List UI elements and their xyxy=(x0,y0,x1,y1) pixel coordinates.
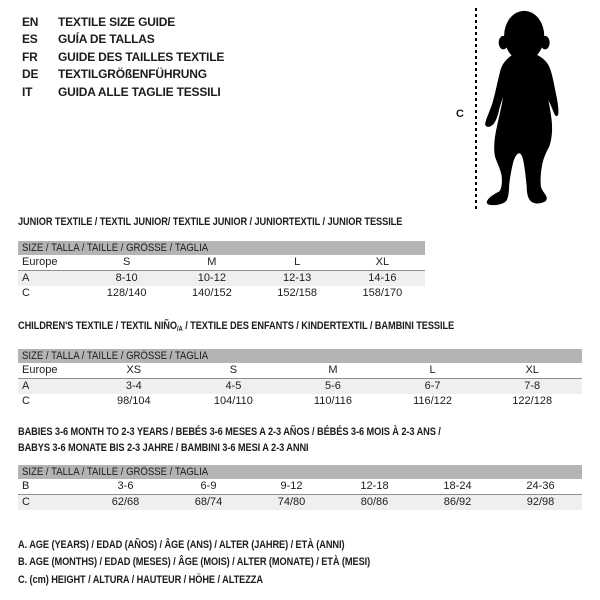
table-cell: 116/122 xyxy=(413,395,453,407)
table-cell: 12-18 xyxy=(333,479,416,495)
title-line-2: BABYS 3-6 MONATE BIS 2-3 JAHRE / BAMBINI 3-6 MESI A 2-3 ANNI xyxy=(18,441,309,454)
table-cell: L xyxy=(255,255,340,271)
table-cell: XS xyxy=(84,363,184,379)
title-line-1: BABIES 3-6 MONTH TO 2-3 YEARS / BEBÉS 3-6 MESES A 2-3 AÑOS / BÉBÉS 3-6 MOIS À 2-3 ANS / xyxy=(18,426,441,438)
language-label: GUIDA ALLE TAGLIE TESSILI xyxy=(58,84,221,99)
table-cell: 3-6 xyxy=(84,479,167,495)
size-table xyxy=(18,255,425,301)
table-cell: 14-16 xyxy=(368,272,397,284)
size-section-children xyxy=(18,320,582,409)
footnote-a: A. AGE (YEARS) / EDAD (AÑOS) / ÂGE (ANS) / ALTER (JAHRE) / ETÀ (ANNI) xyxy=(18,539,345,551)
language-label: GUÍA DE TALLAS xyxy=(58,32,155,47)
language-code: ES xyxy=(22,32,38,47)
language-code: DE xyxy=(22,67,39,82)
table-cell: 110/116 xyxy=(313,395,353,407)
size-table xyxy=(18,363,582,409)
row-label: A xyxy=(22,272,30,284)
language-item xyxy=(22,48,224,66)
language-item xyxy=(22,66,224,84)
language-label: TEXTILE SIZE GUIDE xyxy=(58,14,176,29)
table-cell: S xyxy=(184,363,284,379)
table-row xyxy=(18,271,425,287)
table-cell: 12-13 xyxy=(283,272,312,284)
table-cell: 68/74 xyxy=(194,496,223,508)
height-dashed-line xyxy=(475,8,477,210)
table-cell: 9-12 xyxy=(250,479,333,495)
row-label: Europe xyxy=(18,363,84,379)
table-cell: 104/110 xyxy=(213,395,253,407)
row-label: C xyxy=(22,287,30,299)
table-row xyxy=(18,479,582,495)
table-cell: 18-24 xyxy=(416,479,499,495)
language-code: EN xyxy=(22,14,39,29)
row-label: B xyxy=(18,479,84,495)
table-row xyxy=(18,495,582,511)
language-label: TEXTILGRÖßENFÜHRUNG xyxy=(58,67,207,82)
language-list xyxy=(22,13,224,101)
section-title xyxy=(18,320,492,336)
table-cell: 24-36 xyxy=(499,479,582,495)
table-cell: 128/140 xyxy=(106,287,147,299)
table-cell: 3-4 xyxy=(125,380,142,392)
size-section-junior xyxy=(18,216,425,301)
language-code: FR xyxy=(22,49,38,64)
size-header-text: SIZE / TALLA / TAILLE / GRÖSSE / TAGLIA xyxy=(22,350,209,362)
table-cell: 7-8 xyxy=(524,380,541,392)
height-marker-label: C xyxy=(456,108,464,120)
table-cell: 5-6 xyxy=(325,380,341,392)
table-cell: XL xyxy=(340,255,425,271)
section-title xyxy=(18,425,492,456)
size-header-bar xyxy=(18,241,425,255)
title-subscript: /A xyxy=(176,326,183,333)
footnote-b: B. AGE (MONTHS) / EDAD (MESES) / ÂGE (MOIS) / ALTER (MONATE) / ETÀ (MESI) xyxy=(18,556,371,569)
table-row xyxy=(18,363,582,379)
table-cell: 80/86 xyxy=(360,496,389,508)
table-cell: 62/68 xyxy=(111,496,140,508)
section-title: JUNIOR TEXTILE / TEXTIL JUNIOR/ TEXTILE JUNIOR / JUNIORTEXTIL / JUNIOR TESSILE xyxy=(18,216,403,228)
table-cell: 158/170 xyxy=(362,287,403,299)
row-label: Europe xyxy=(18,255,84,271)
table-cell: 6-9 xyxy=(167,479,250,495)
table-cell: 98/104 xyxy=(116,395,151,407)
table-row xyxy=(18,255,425,271)
table-cell: M xyxy=(283,363,383,379)
table-cell: 122/128 xyxy=(512,395,553,407)
table-cell: 152/158 xyxy=(277,287,317,299)
size-header-text: SIZE / TALLA / TAILLE / GRÖSSE / TAGLIA xyxy=(22,466,209,478)
table-cell: S xyxy=(84,255,169,271)
footnote-c: C. (cm) HEIGHT / ALTURA / HAUTEUR / HÖHE / ALTEZZA xyxy=(18,573,263,586)
table-cell: XL xyxy=(482,363,582,379)
table-cell: 86/92 xyxy=(443,496,472,508)
row-label: C xyxy=(22,496,30,508)
language-code: IT xyxy=(22,84,33,99)
toddler-silhouette-figure xyxy=(440,0,600,220)
table-cell: 6-7 xyxy=(424,380,441,392)
size-header-bar xyxy=(18,465,582,479)
row-label: A xyxy=(22,380,30,392)
language-label: GUIDE DES TAILLES TEXTILE xyxy=(58,49,225,64)
table-cell: L xyxy=(383,363,483,379)
size-header-bar xyxy=(18,349,582,363)
table-cell: 8-10 xyxy=(115,272,138,284)
row-label: C xyxy=(22,395,30,407)
size-table xyxy=(18,479,582,510)
table-cell: 10-12 xyxy=(197,272,226,284)
size-section-babies xyxy=(18,425,582,510)
language-item xyxy=(22,13,224,31)
toddler-silhouette xyxy=(479,7,571,209)
table-cell: 74/80 xyxy=(277,496,306,508)
title-text: / TEXTILE DES ENFANTS / KINDERTEXTIL / BAMBINI TESSILE xyxy=(182,320,455,332)
table-cell: 4-5 xyxy=(225,380,242,392)
table-cell: M xyxy=(169,255,254,271)
language-item xyxy=(22,31,224,49)
title-text: CHILDREN'S TEXTILE / TEXTIL NIÑO xyxy=(18,320,177,332)
size-header-text: SIZE / TALLA / TAILLE / GRÖSSE / TAGLIA xyxy=(22,242,209,254)
table-cell: 140/152 xyxy=(191,287,232,299)
table-row xyxy=(18,286,425,301)
table-row xyxy=(18,379,582,395)
footnotes xyxy=(18,537,437,589)
language-item xyxy=(22,83,224,101)
table-row xyxy=(18,394,582,409)
table-cell: 92/98 xyxy=(526,496,555,508)
